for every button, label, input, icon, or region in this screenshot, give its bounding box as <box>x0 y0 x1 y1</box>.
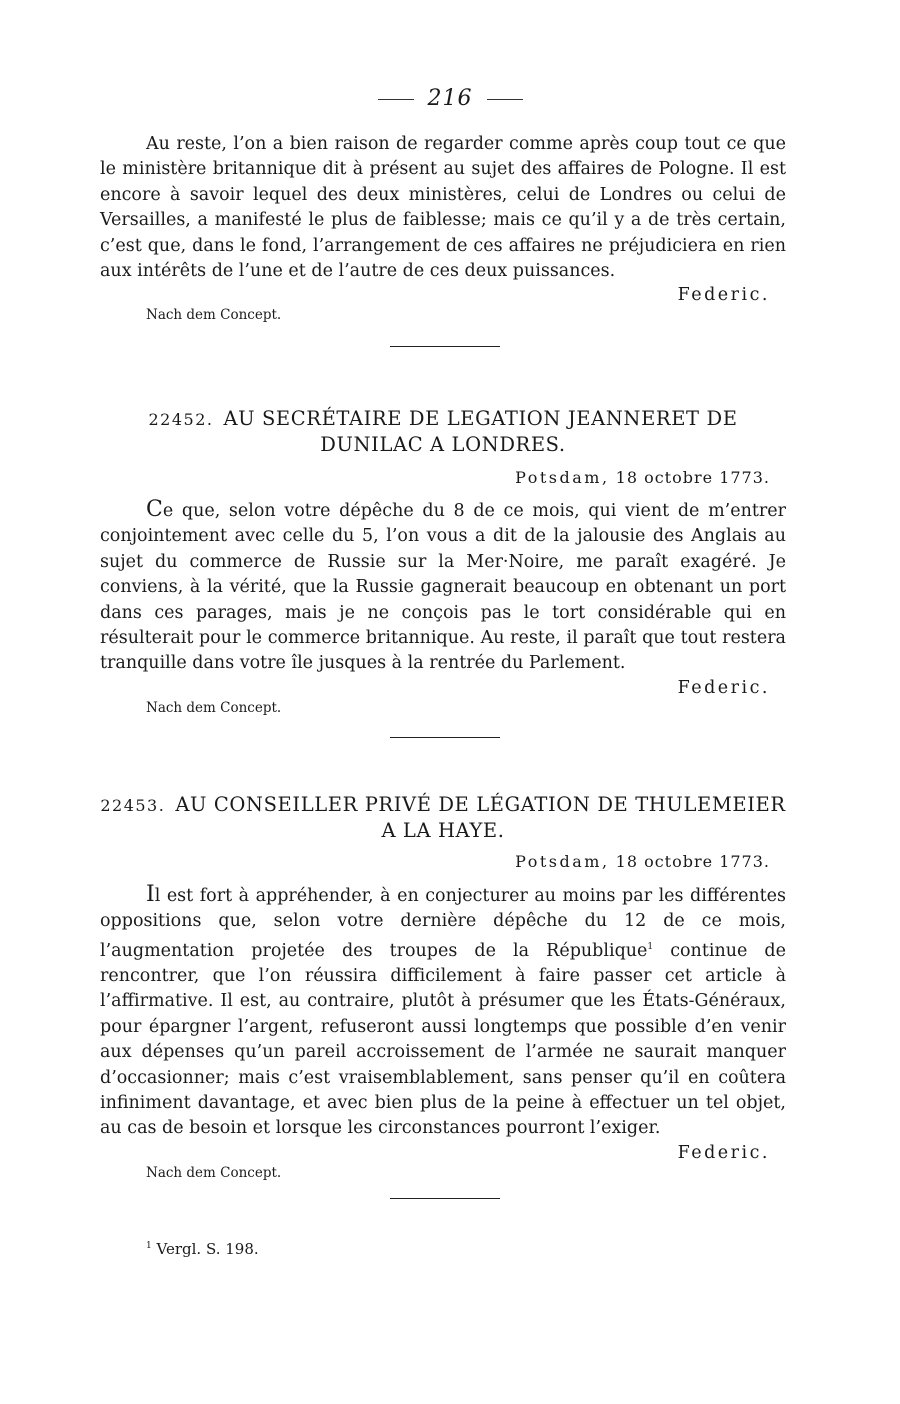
letter-source-note: Nach dem Concept. <box>146 699 282 716</box>
intro-source-note: Nach dem Concept. <box>146 307 282 324</box>
letter-signature: Federic. <box>677 677 770 698</box>
header-dash-right <box>487 99 523 100</box>
letter-title <box>100 792 786 843</box>
letter-initial: C <box>146 497 163 522</box>
letter-number: 22452. <box>148 410 214 429</box>
letter-date: 18 octobre 1773. <box>615 852 770 871</box>
letter-title <box>100 406 786 457</box>
page-header <box>0 86 900 111</box>
letter-place: Potsdam, <box>515 468 610 487</box>
letter-paragraph <box>100 882 786 1142</box>
letter-body <box>100 882 786 1182</box>
letter-place-date <box>100 468 770 487</box>
letter-source-note: Nach dem Concept. <box>146 1164 282 1181</box>
letter-heading: AU CONSEILLER PRIVÉ DE LÉGATION DE THULEMEIER A LA HAYE. <box>175 793 786 842</box>
letter-paragraph <box>100 497 786 677</box>
section-divider <box>390 737 500 738</box>
section-divider <box>390 1198 500 1199</box>
section-divider <box>390 346 500 347</box>
letter-date: 18 octobre 1773. <box>615 468 770 487</box>
letter-place: Potsdam, <box>515 852 610 871</box>
intro-section <box>100 132 786 324</box>
letter-text: l est fort à appréhender, à en conjecturer au moins par les différentes oppositions que, selon votre dernière dépêche du 12 de ce mois, l’augmentation projetée des troupes de la République <box>100 886 786 961</box>
letter-text: continue de rencontrer, que l’on réussira difficilement à faire passer cet article à l’affirmative. Il est, au contraire, plutôt à présumer que les États-Généraux, pour épargner l’argent, refuseront aussi longtemps que possible d’en venir aux dépenses qu’un pareil accroissement de l’armée ne saurait manquer d’occasionner; mais c’est vraisemblablement, sans penser qu’il en coûtera infiniment davantage, et avec bien plus de la peine à effectuer un tel objet, au cas de besoin et lorsque les circonstances pourront l’exiger. <box>100 940 786 1139</box>
letter-initial: I <box>146 882 155 907</box>
header-dash-left <box>378 99 414 100</box>
letter-body <box>100 497 786 717</box>
intro-paragraph: Au reste, l’on a bien raison de regarder comme après coup tout ce que le ministère britannique dit à présent au sujet des affaires de Pologne. Il est encore à savoir lequel des deux ministères, celui de Londres ou celui de Versailles, a manifesté le plus de faiblesse; mais ce qu’il y a de très certain, c’est que, dans le fond, l’arrangement de ces affaires ne préjudiciera en rien aux intérêts de l’une et de l’autre de ces deux puissances. <box>100 134 786 282</box>
letter-place-date <box>100 852 770 871</box>
footnote-mark: 1 <box>146 1241 152 1251</box>
footnote <box>146 1240 259 1258</box>
page-number: 216 <box>427 86 473 111</box>
intro-signature: Federic. <box>677 285 770 306</box>
letter-text: e que, selon votre dépêche du 8 de ce mois, qui vient de m’entrer conjointement avec celle du 5, l’on vous a dit de la jalousie des Anglais au sujet du commerce de Russie sur la Mer·Noire, me paraît exagéré. Je conviens, à la vérité, que la Russie gagnerait beaucoup en obtenant un port dans ces parages, mais je ne conçois pas le tort considérable qui en résulterait pour le commerce britannique. Au reste, il paraît que tout restera tranquille dans votre île jusques à la rentrée du Parlement. <box>100 501 786 674</box>
footnote-text: Vergl. S. 198. <box>156 1240 259 1258</box>
letter-number: 22453. <box>100 796 166 815</box>
footnote-reference: 1 <box>647 941 654 952</box>
letter-heading: AU SECRÉTAIRE DE LEGATION JEANNERET DE DUNILAC A LONDRES. <box>223 407 738 456</box>
letter-signature: Federic. <box>677 1142 770 1163</box>
